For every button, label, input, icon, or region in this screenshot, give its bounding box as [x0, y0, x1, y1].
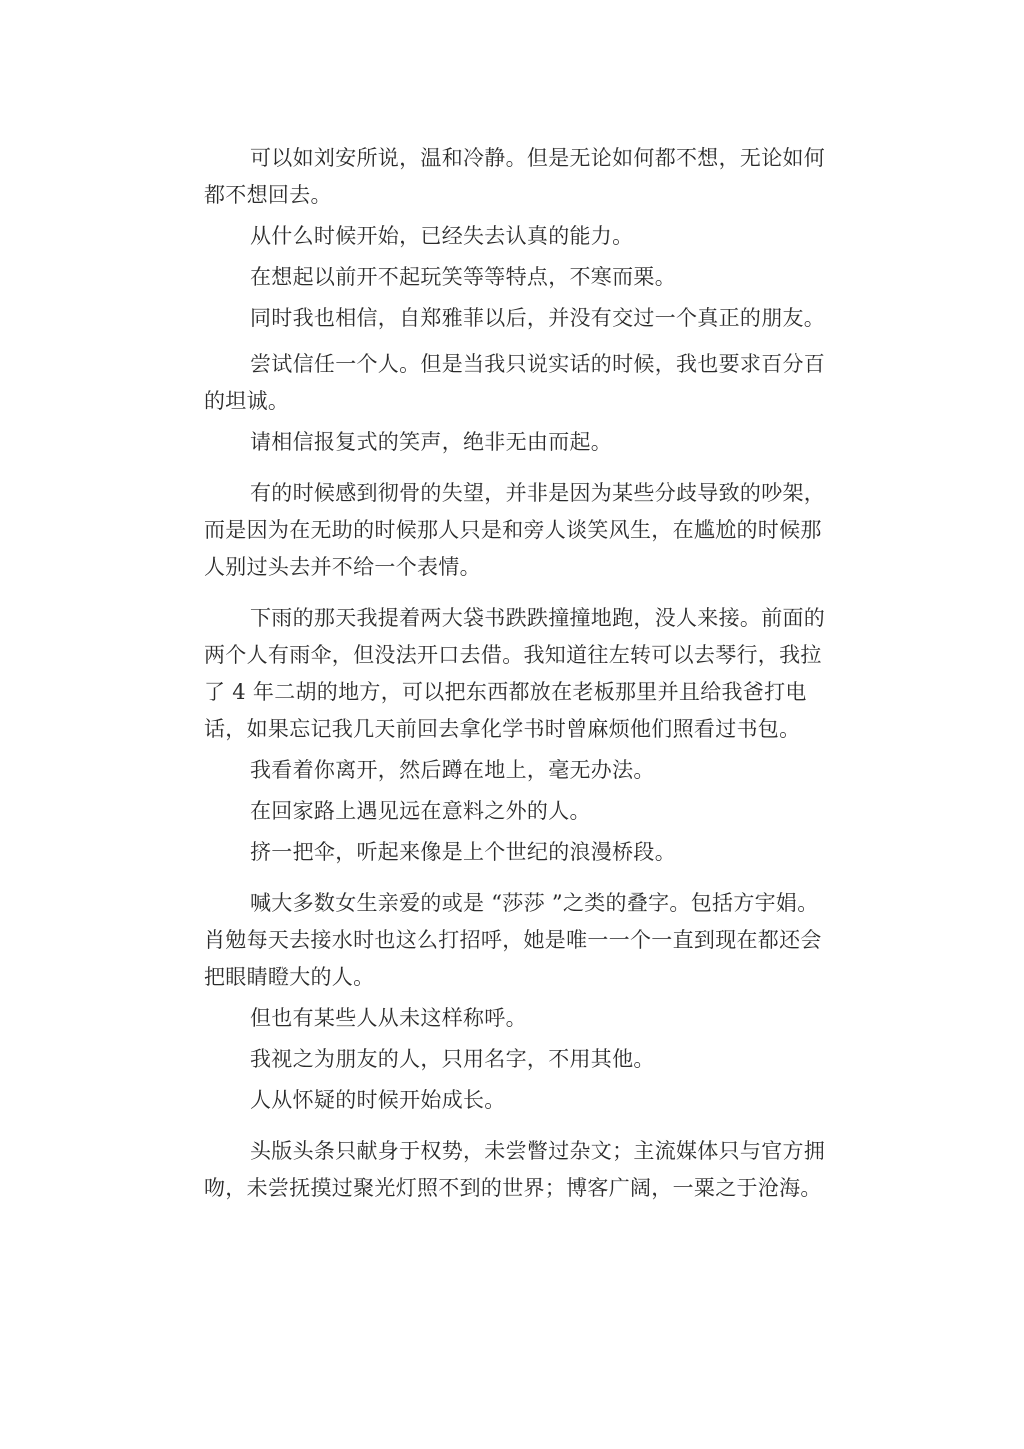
paragraph-16: 头版头条只献身于权势，未尝瞥过杂文；主流媒体只与官方拥吻，未尝抚摸过聚光灯照不到的世界；博客广阔，一粟之于沧海。: [204, 1139, 826, 1200]
paragraph-12: 喊大多数女生亲爱的或是 “莎莎 ”之类的叠字。包括方宇娟。肖勉每天去接水时也这么打招呼，她是唯一一个一直到现在都还会把眼睛瞪大的人。: [204, 891, 822, 989]
paragraph-7: 有的时候感到彻骨的失望，并非是因为某些分歧导致的吵架，而是因为在无助的时候那人只是和旁人谈笑风生，在尴尬的时候那人别过头去并不给一个表情。: [204, 481, 826, 579]
paragraph-9: 我看着你离开，然后蹲在地上，毫无办法。: [250, 758, 655, 782]
paragraph-13: 但也有某些人从未这样称呼。: [250, 1006, 527, 1030]
paragraph-15: 人从怀疑的时候开始成长。: [250, 1088, 506, 1112]
paragraph-6: 请相信报复式的笑声，绝非无由而起。: [250, 430, 613, 454]
paragraph-11: 挤一把伞，听起来像是上个世纪的浪漫桥段。: [250, 840, 676, 864]
document-body: [204, 140, 834, 1207]
paragraph-10: 在回家路上遇见远在意料之外的人。: [250, 799, 591, 823]
paragraph-3: 在想起以前开不起玩笑等等特点，不寒而栗。: [250, 265, 676, 289]
paragraph-8: 下雨的那天我提着两大袋书跌跌撞撞地跑，没人来接。前面的两个人有雨伞，但没法开口去借。我知道往左转可以去琴行，我拉了 4 年二胡的地方，可以把东西都放在老板那里并且给我爸打电话，如果忘记我几天前回去拿化学书时曾麻烦他们照看过书包。: [204, 606, 826, 741]
paragraph-1: 可以如刘安所说，温和冷静。但是无论如何都不想，无论如何都不想回去。: [204, 146, 826, 207]
paragraph-4: 同时我也相信，自郑雅菲以后，并没有交过一个真正的朋友。: [250, 306, 826, 330]
paragraph-5: 尝试信任一个人。但是当我只说实话的时候，我也要求百分百的坦诚。: [204, 352, 826, 413]
paragraph-14: 我视之为朋友的人，只用名字，不用其他。: [250, 1047, 655, 1071]
paragraph-2: 从什么时候开始，已经失去认真的能力。: [250, 224, 634, 248]
